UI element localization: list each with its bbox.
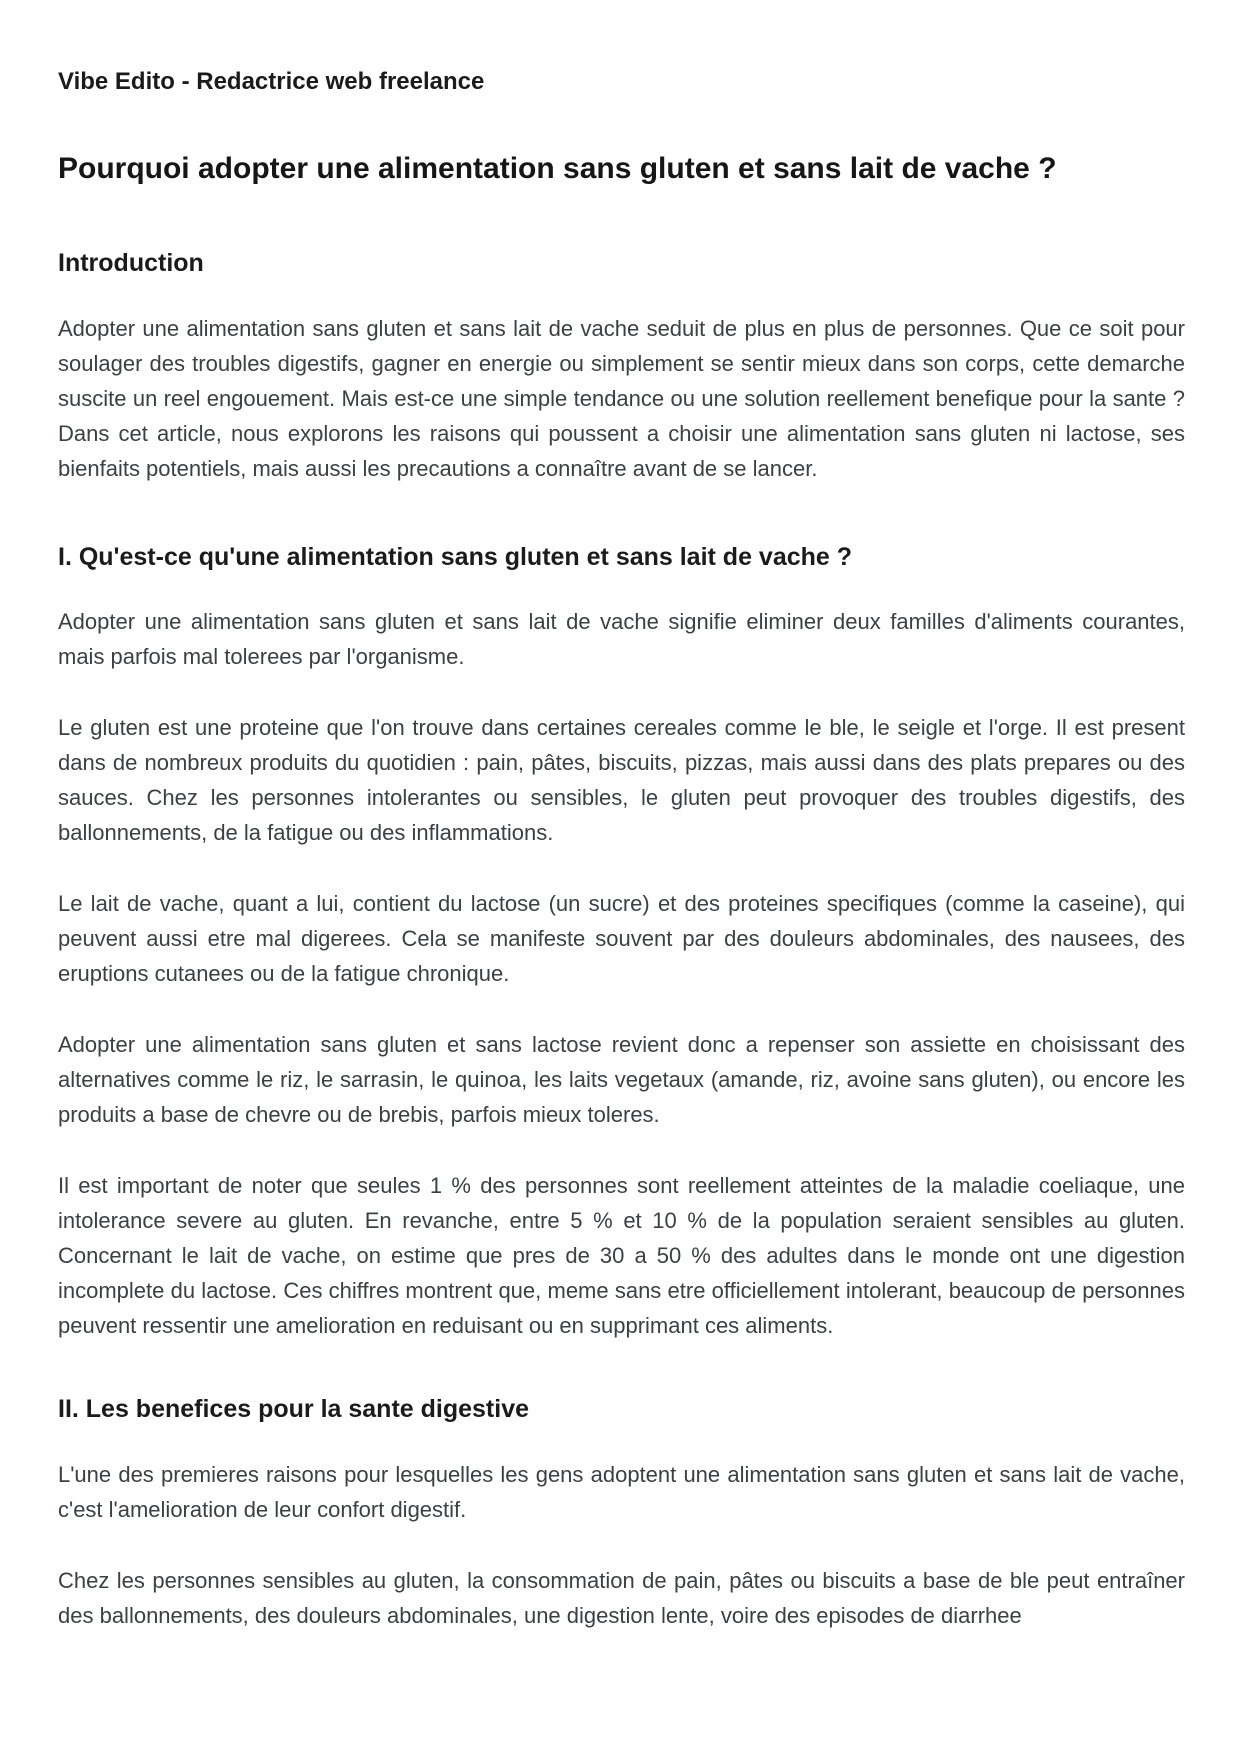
paragraph-definition-3: Le lait de vache, quant a lui, contient du lactose (un sucre) et des proteines specifiques (comme la caseine), qui peuvent aussi etre mal digerees. Cela se manifeste souvent par des douleurs abdominales, des nausees, des eruptions cutanees ou de la fatigue chronique.	[58, 891, 1185, 987]
section-heading-benefits: II. Les benefices pour la sante digestive	[58, 1395, 529, 1424]
section-heading-introduction: Introduction	[58, 248, 204, 277]
section-benefits	[58, 1395, 1185, 1633]
section-introduction	[58, 249, 1185, 486]
paragraph-intro-1: Adopter une alimentation sans gluten et sans lait de vache seduit de plus en plus de personnes. Que ce soit pour soulager des troubles digestifs, gagner en energie ou simplement se sentir mieux dans son corps, cette demarche suscite un reel engouement. Mais est-ce une simple tendance ou une solution reellement benefique pour la sante ? Dans cet article, nous explorons les raisons qui poussent a choisir une alimentation sans gluten ni lactose, ses bienfaits potentiels, mais aussi les precautions a connaître avant de se lancer.	[58, 315, 1185, 481]
paragraph-benefits-2: Chez les personnes sensibles au gluten, la consommation de pain, pâtes ou biscuits a base de ble peut entraîner des ballonnements, des douleurs abdominales, une digestion lente, voire des episodes de diarrhee	[58, 1568, 1185, 1629]
section-definition	[58, 543, 1185, 1344]
paragraph-definition-1: Adopter une alimentation sans gluten et sans lait de vache signifie eliminer deux familles d'aliments courantes, mais parfois mal tolerees par l'organisme.	[58, 609, 1185, 670]
paragraph-definition-4: Adopter une alimentation sans gluten et sans lactose revient donc a repenser son assiette en choisissant des alternatives comme le riz, le sarrasin, le quinoa, les laits vegetaux (amande, riz, avoine sans gluten), ou encore les produits a base de chevre ou de brebis, parfois mieux toleres.	[58, 1032, 1185, 1128]
section-heading-definition: I. Qu'est-ce qu'une alimentation sans gluten et sans lait de vache ?	[58, 542, 853, 571]
article-title: Pourquoi adopter une alimentation sans gluten et sans lait de vache ?	[58, 151, 1057, 185]
site-header: Vibe Edito - Redactrice web freelance	[58, 68, 485, 95]
paragraph-benefits-1: L'une des premieres raisons pour lesquelles les gens adoptent une alimentation sans gluten et sans lait de vache, c'est l'amelioration de leur confort digestif.	[58, 1462, 1185, 1523]
paragraph-definition-5: Il est important de noter que seules 1 % des personnes sont reellement atteintes de la maladie coeliaque, une intolerance severe au gluten. En revanche, entre 5 % et 10 % de la population seraient sensibles au gluten. Concernant le lait de vache, on estime que pres de 30 a 50 % des adultes dans le monde ont une digestion incomplete du lactose. Ces chiffres montrent que, meme sans etre officiellement intolerant, beaucoup de personnes peuvent ressentir une amelioration en reduisant ou en supprimant ces aliments.	[58, 1173, 1185, 1339]
paragraph-definition-2: Le gluten est une proteine que l'on trouve dans certaines cereales comme le ble, le seigle et l'orge. Il est present dans de nombreux produits du quotidien : pain, pâtes, biscuits, pizzas, mais aussi dans des plats prepares ou des sauces. Chez les personnes intolerantes ou sensibles, le gluten peut provoquer des troubles digestifs, des ballonnements, de la fatigue ou des inflammations.	[58, 715, 1185, 846]
